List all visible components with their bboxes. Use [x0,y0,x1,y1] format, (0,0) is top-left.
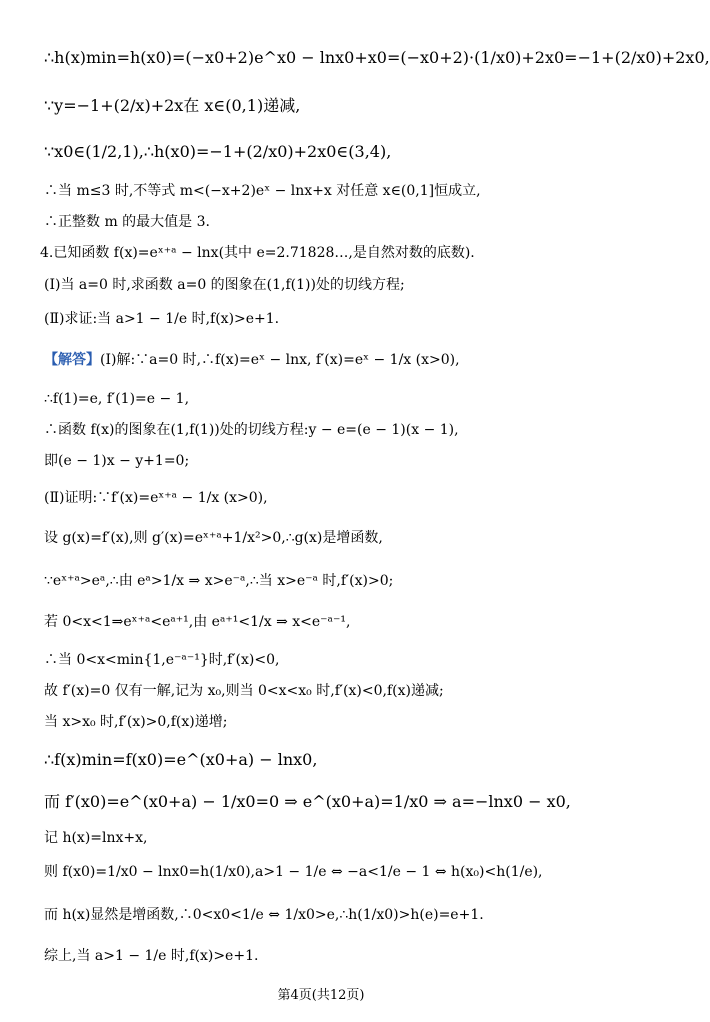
problem-4-part-1: (Ⅰ)当 a=0 时,求函数 a=0 的图象在(1,f(1))处的切线方程; [44,277,405,293]
line-3: ∵x0∈(1/2,1),∴h(x0)=−1+(2/x0)+2x0∈(3,4), [44,142,392,161]
answer-tag: 【解答】 [44,352,100,368]
line-19: 当 x>x₀ 时,f′(x)>0,f(x)递增; [44,714,228,730]
line-4: ∴当 m≤3 时,不等式 m<(−x+2)eˣ − lnx+x 对任意 x∈(0,1]恒成立, [44,183,481,199]
line-2: ∵y=−1+(2/x)+2x在 x∈(0,1)递减, [44,96,301,115]
line-1: ∴h(x)min=h(x0)=(−x0+2)e^x0 − lnx0+x0=(−x0+2)·(1/x0)+2x0=−1+(2/x0)+2x0, [44,48,710,67]
line-14: 设 g(x)=f′(x),则 g′(x)=eˣ⁺ᵃ+1/x²>0,∴g(x)是增函数, [44,530,383,546]
problem-4-part-2: (Ⅱ)求证:当 a>1 − 1/e 时,f(x)>e+1. [44,311,280,327]
line-21: 而 f′(x0)=e^(x0+a) − 1/x0=0 ⇒ e^(x0+a)=1/x0 ⇒ a=−lnx0 − x0, [44,792,571,811]
page-footer: 第4页(共12页) [277,988,365,1003]
problem-4-statement: 4.已知函数 f(x)=eˣ⁺ᵃ − lnx(其中 e=2.71828…,是自然对数的底数). [40,245,475,261]
line-10: ∴f(1)=e, f′(1)=e − 1, [44,391,190,407]
line-15: ∵eˣ⁺ᵃ>eᵃ,∴由 eᵃ>1/x ⇒ x>e⁻ᵃ,∴当 x>e⁻ᵃ 时,f′(x)>0; [44,573,394,589]
line-12: 即(e − 1)x − y+1=0; [44,453,190,469]
line-5: ∴正整数 m 的最大值是 3. [44,214,210,230]
line-24: 而 h(x)显然是增函数,∴0<x0<1/e ⇔ 1/x0>e,∴h(1/x0)>h(e)=e+1. [44,907,484,923]
answer-text: (Ⅰ)解:∵a=0 时,∴f(x)=eˣ − lnx, f′(x)=eˣ − 1/x (x>0), [100,352,460,368]
line-17: ∴当 0<x<min{1,e⁻ᵃ⁻¹}时,f′(x)<0, [44,652,280,668]
answer-line [44,350,460,370]
line-11: ∴函数 f(x)的图象在(1,f(1))处的切线方程:y − e=(e − 1)(x − 1), [44,422,459,438]
line-16: 若 0<x<1⇒eˣ⁺ᵃ<eᵃ⁺¹,由 eᵃ⁺¹<1/x ⇒ x<e⁻ᵃ⁻¹, [44,614,351,630]
line-20: ∴f(x)min=f(x0)=e^(x0+a) − lnx0, [44,750,318,769]
line-13: (Ⅱ)证明:∵f′(x)=eˣ⁺ᵃ − 1/x (x>0), [44,490,268,506]
line-22: 记 h(x)=lnx+x, [44,830,148,846]
line-18: 故 f′(x)=0 仅有一解,记为 x₀,则当 0<x<x₀ 时,f′(x)<0,f(x)递减; [44,683,444,699]
line-25: 综上,当 a>1 − 1/e 时,f(x)>e+1. [44,948,259,964]
line-23: 则 f(x0)=1/x0 − lnx0=h(1/x0),a>1 − 1/e ⇔ −a<1/e − 1 ⇔ h(x₀)<h(1/e), [44,864,543,880]
